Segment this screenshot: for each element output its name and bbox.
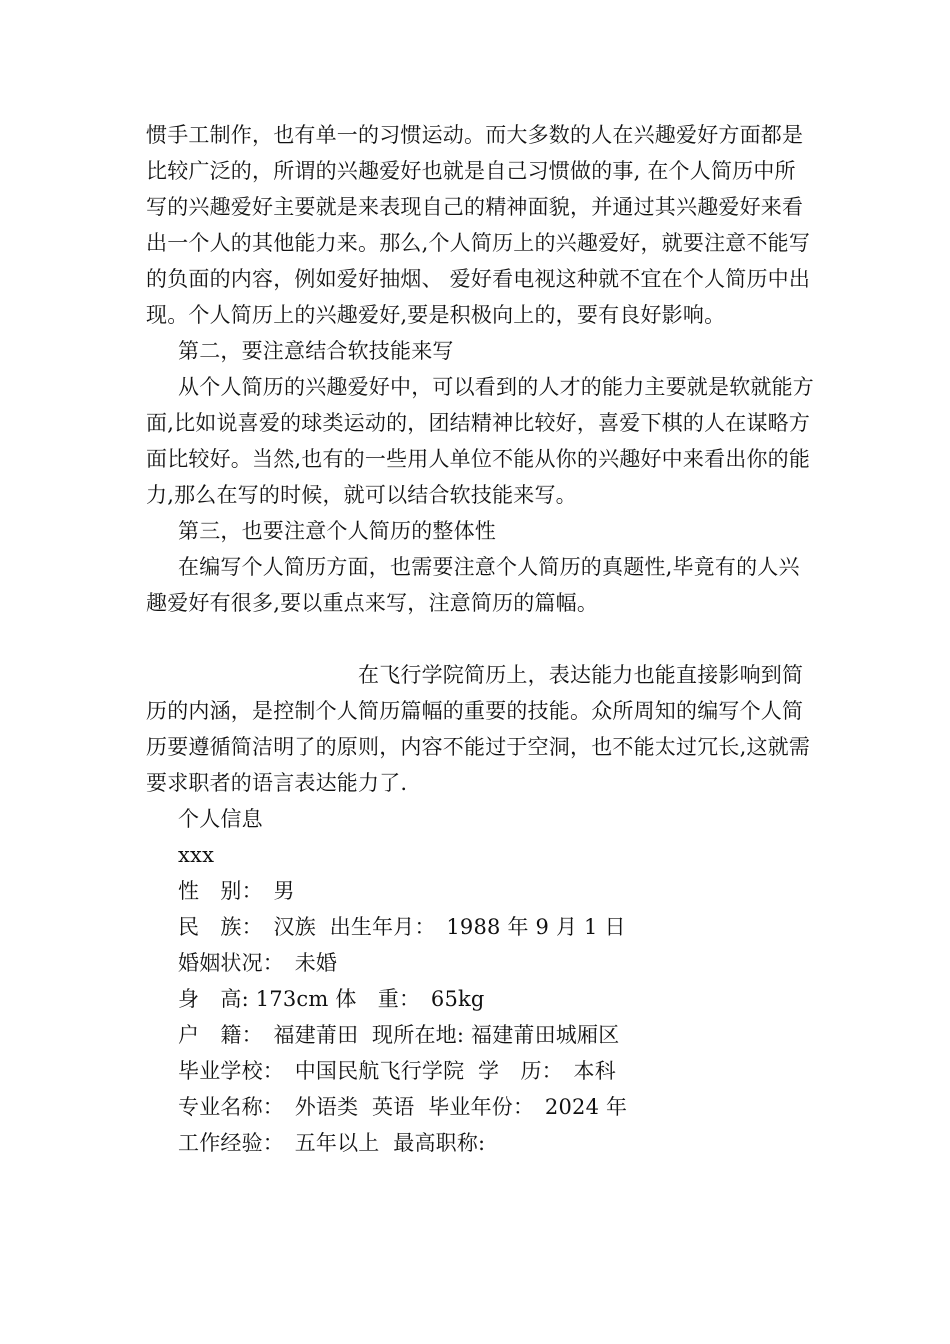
paragraph-soft-skills: 从个人简历的兴趣爱好中，可以看到的人才的能力主要就是软就能方面,比如说喜爱的球类运动的，团结精神比较好，喜爱下棋的人在谋略方面比较好。当然,也有的一些用人单位不能从你的兴趣好中来看出你的能力,那么在写的时候，就可以结合软技能来写。: [146, 375, 814, 507]
paragraph-integrity: 在编写个人简历方面，也需要注意个人简历的真题性,毕竟有的人兴趣爱好有很多,要以重点来写，注意简历的篇幅。: [146, 555, 800, 615]
info-hometown-location: 户 籍： 福建莆田 现所在地: 福建莆田城厢区: [178, 1023, 620, 1047]
heading-soft-skills: 第二，要注意结合软技能来写: [178, 339, 454, 363]
info-major-graduation: 专业名称： 外语类 英语 毕业年份： 2024 年: [178, 1095, 628, 1119]
paragraph-expression: 在飞行学院简历上，表达能力也能直接影响到简历的内涵，是控制个人简历篇幅的重要的技能。众所周知的编写个人简历要遵循简洁明了的原则，内容不能过于空洞，也不能太过冗长,这就需要求职者的语言表达能力了.: [146, 663, 811, 795]
info-name: xxx: [178, 843, 215, 867]
document-content: [146, 117, 816, 1161]
info-experience-title: 工作经验： 五年以上 最高职称:: [178, 1131, 486, 1155]
paragraph-interests: 惯手工制作，也有单一的习惯运动。而大多数的人在兴趣爱好方面都是比较广泛的，所谓的兴趣爱好也就是自己习惯做的事, 在个人简历中所写的兴趣爱好主要就是来表现自己的精神面貌，并通过其兴趣爱好来看出一个人的其他能力来。那么,个人简历上的兴趣爱好，就要注意不能写的负面的内容，例如爱好抽烟、 爱好看电视这种就不宜在个人简历中出现。个人简历上的兴趣爱好,要是积极向上的，要有良好影响。: [146, 123, 811, 327]
info-height-weight: 身 高: 173cm 体 重： 65kg: [178, 987, 485, 1011]
blank-line: [146, 621, 816, 657]
info-title: 个人信息: [178, 807, 263, 831]
info-ethnicity-birth: 民 族： 汉族 出生年月： 1988 年 9 月 1 日: [178, 915, 626, 939]
heading-integrity: 第三，也要注意个人简历的整体性: [178, 519, 496, 543]
info-marital-status: 婚姻状况： 未婚: [178, 951, 338, 975]
info-school-degree: 毕业学校： 中国民航飞行学院 学 历： 本科: [178, 1059, 616, 1083]
info-gender: 性 别： 男: [178, 879, 295, 903]
